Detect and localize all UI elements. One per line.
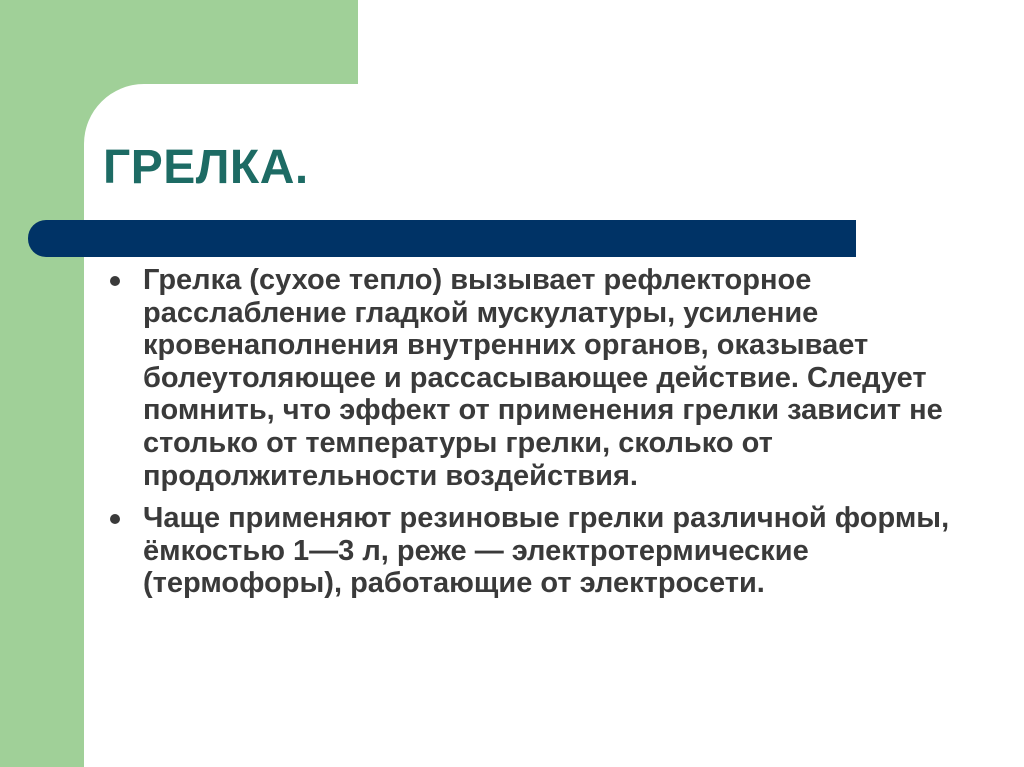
bullet-text: Чаще применяют резиновые грелки различной формы, ёмкостью 1—3 л, реже — электротермические (термофоры), работающие от электросети. bbox=[143, 502, 950, 600]
title-divider-bar bbox=[28, 220, 856, 257]
slide-title: ГРЕЛКА. bbox=[103, 141, 309, 194]
bullet-text: Грелка (сухое тепло) вызывает рефлекторное расслабление гладкой мускулатуры, усиление кровенаполнения внутренних органов, оказывает болеутоляющее и рассасывающее действие. Следует помнить, что эффект от применения грелки зависит не столько от температуры грелки, сколько от продолжительности воздействия. bbox=[143, 264, 943, 492]
bullet-dot-icon bbox=[110, 514, 120, 524]
bullet-item bbox=[106, 502, 956, 600]
bullet-list bbox=[106, 264, 956, 610]
bullet-item bbox=[106, 264, 956, 492]
bullet-dot-icon bbox=[110, 276, 120, 286]
